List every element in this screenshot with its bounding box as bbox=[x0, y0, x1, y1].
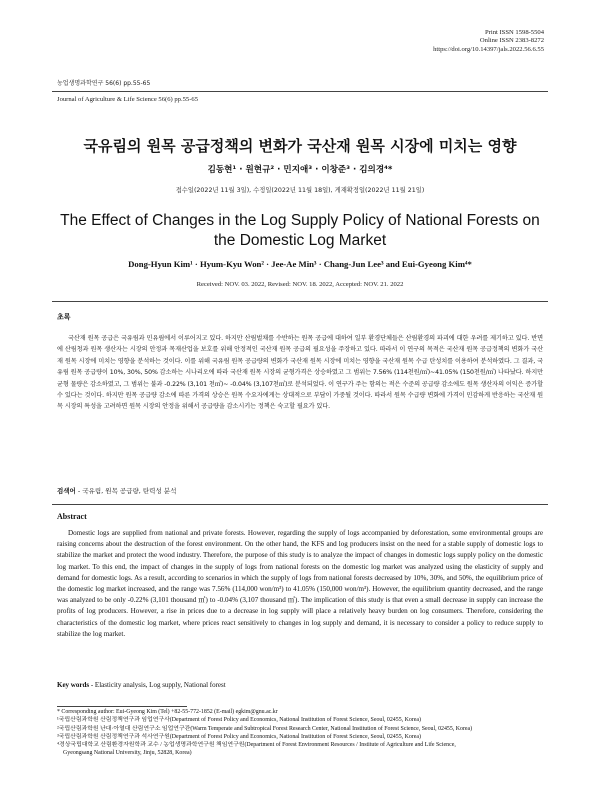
authors-en: Dong-Hyun Kim¹ · Hyum-Kyu Won² · Jee-Ae Min³ · Chang-Jun Lee³ and Eui-Gyeong Kim⁴* bbox=[128, 259, 472, 269]
keywords-ko-text: - 국유림, 원목 공급량, 탄력성 분석 bbox=[77, 487, 177, 495]
keywords-en-label: Key words bbox=[57, 681, 90, 689]
keywords-ko bbox=[57, 486, 176, 495]
authors-ko: 김동현¹ · 원현규² · 민지애³ · 이창준³ · 김의경⁴* bbox=[207, 165, 393, 175]
footnote-affiliation-3: ³국립산림과학원 산림정책연구과 석사연구원(Department of Forest Policy and Economics, National Institution of Forest Science, Seoul, 02455, Korea) bbox=[57, 733, 421, 740]
abstract-en-heading: Abstract bbox=[57, 512, 87, 521]
abstract-en: Domestic logs are supplied from national and private forests. However, regarding the supply of logs accompanied by deforestation, some environmental groups are raising concerns about the destruction of the forest environment. On the other hand, the KFS and log producers insist on the need for a stable supply of domestic logs to stabilize the market and protect the wood industry. Therefore, the purpose of this study is to analyze the impact of changes in domestic logs supply policy on the domestic log market. To this end, the impact of changes in the supply of logs from national forests on the domestic log market was analyzed using the elasticity of supply and demand for domestic logs. As a result, according to scenarios in which the supply of logs from national forests decreased by 10%, 30%, and 50%, the equilibrium price of the domestic log market increased, and the range was 7.56% (114,000 won/m³) to 41.05% (150,000 won/m³). However, the equilibrium quantity decreased, and the range was analyzed to be only -0.22% (3,101 thousand ㎥) to -0.04% (3,107 thousand ㎥). The implication of this study is that even a small decrease in supply can increase the profits of log producers. However, a rise in prices due to a decrease in log supply will place a relatively heavy burden on log consumers. Therefore, considering the characteristics of the domestic log market, where prices react sensitively to changes in log supply and demand, it is necessary to consider a policy to reduce supply to stabilize the log market. bbox=[57, 529, 543, 638]
footnote-corresponding: * Corresponding author: Eui-Gyeong Kim (Tel) +82-55-772-1852 (E-mail) egkim@gnu.ac.kr bbox=[57, 709, 278, 715]
title-rule bbox=[52, 301, 548, 302]
footnote-affiliation-1: ¹국립산림과학원 산림정책연구과 임업연구사(Department of Forest Policy and Economics, National Institution of Forest Science, Seoul, 02455, Korea) bbox=[57, 717, 421, 724]
dates-ko: 접수일(2022년 11월 3일), 수정일(2022년 11월 18일), 게재확정일(2022년 11월 21일) bbox=[175, 187, 425, 194]
print-issn: Print ISSN 1598-5504 bbox=[485, 29, 544, 36]
abstract-ko: 국산재 원목 공급은 국유림과 민유림에서 이루어지고 있다. 하지만 산림벌채를 수반하는 원목 공급에 대하여 일부 환경단체들은 산림환경의 파괴에 대한 우려를 제기하고 있다. 반면에 산림청과 원목 생산자는 시장의 안정과 목재산업을 보호를 위해 안정적인 국산재 원목 공급의 필요성을 주장하고 있다. 따라서 이 연구의 목적은 국산재 원목 공급정책의 변화가 국산재 원목 시장에 미치는 영향을 분석하는 것이다. 이를 위해 국유림 원목 공급량의 변화가 국산재 원목 시장에 미치는 영향을 국산재 원목 수급 탄성치를 이용하여 분석하였다. 그 결과, 국유림 원목 공급량이 10%, 30%, 50% 감소하는 시나리오에 따라 국산재 원목 시장의 균형가격은 상승하였고 그 범위는 7.56% (114천원/㎥)~41.05% (150천원/㎥) 나타났다. 하지만 균형 물량은 감소하였고, 그 범위는 불과 -0.22% (3,101 천㎥)~ -0.04% (3,107천㎥)로 분석되었다. 이 연구가 주는 함의는 적은 수준의 공급량 감소에도 원목 생산자의 이익은 증가할 수 있다는 것이다. 하지만 원목 공급량 감소에 따른 가격의 상승은 원목 수요자에게는 상대적으로 부담이 가중될 것이다. 따라서 원목 수급량 변화에 가격이 민감하게 반응하는 국산재 원목 시장의 특성을 고려하면 원목 시장의 안정을 위해서 공급량을 감소시키는 정책은 숙고할 필요가 있다. bbox=[57, 335, 543, 411]
section-rule bbox=[52, 504, 548, 505]
journal-en: Journal of Agriculture & Life Science 56(6) pp.55-65 bbox=[57, 96, 198, 103]
title-en: The Effect of Changes in the Log Supply Policy of National Forests on the Domestic Log Market bbox=[60, 212, 540, 249]
online-issn: Online ISSN 2383-8272 bbox=[479, 37, 544, 45]
keywords-ko-label: 검색어 bbox=[57, 487, 76, 495]
abstract-ko-heading: 초록 bbox=[57, 313, 71, 321]
title-ko: 국유림의 원목 공급정책의 변화가 국산재 원목 시장에 미치는 영향 bbox=[83, 137, 517, 155]
header-rule bbox=[52, 91, 548, 92]
keywords-en-text: - Elasticity analysis, Log supply, National forest bbox=[90, 681, 226, 689]
footnote-affiliation-2: ²국립산림과학원 난대·아열대 산림연구소 임업연구관(Warm Temperate and Subtropical Forest Research Center, National Institution of Forest Science, Seoul, 02455, Korea) bbox=[57, 725, 473, 732]
footnote-affiliation-4: ⁴경상국립대학교 산림환경자원학과 교수 / 농업생명과학연구원 책임연구원(Department of Forest Environment Resources / Institute of Agriculture and Life Science, bbox=[57, 742, 456, 749]
footnote-rule bbox=[57, 706, 187, 707]
journal-ko: 농업생명과학연구 56(6) pp.55-65 bbox=[57, 80, 151, 87]
keywords-en bbox=[57, 681, 226, 689]
doi-link[interactable]: https://doi.org/10.14397/jals.2022.56.6.55 bbox=[433, 45, 544, 53]
dates-en: Received: NOV. 03. 2022, Revised: NOV. 18. 2022, Accepted: NOV. 21. 2022 bbox=[196, 281, 404, 288]
footnote-affiliation-4-cont: Gyeongsang National University, Jinju, 52828, Korea) bbox=[63, 750, 192, 757]
footnotes bbox=[57, 708, 549, 758]
